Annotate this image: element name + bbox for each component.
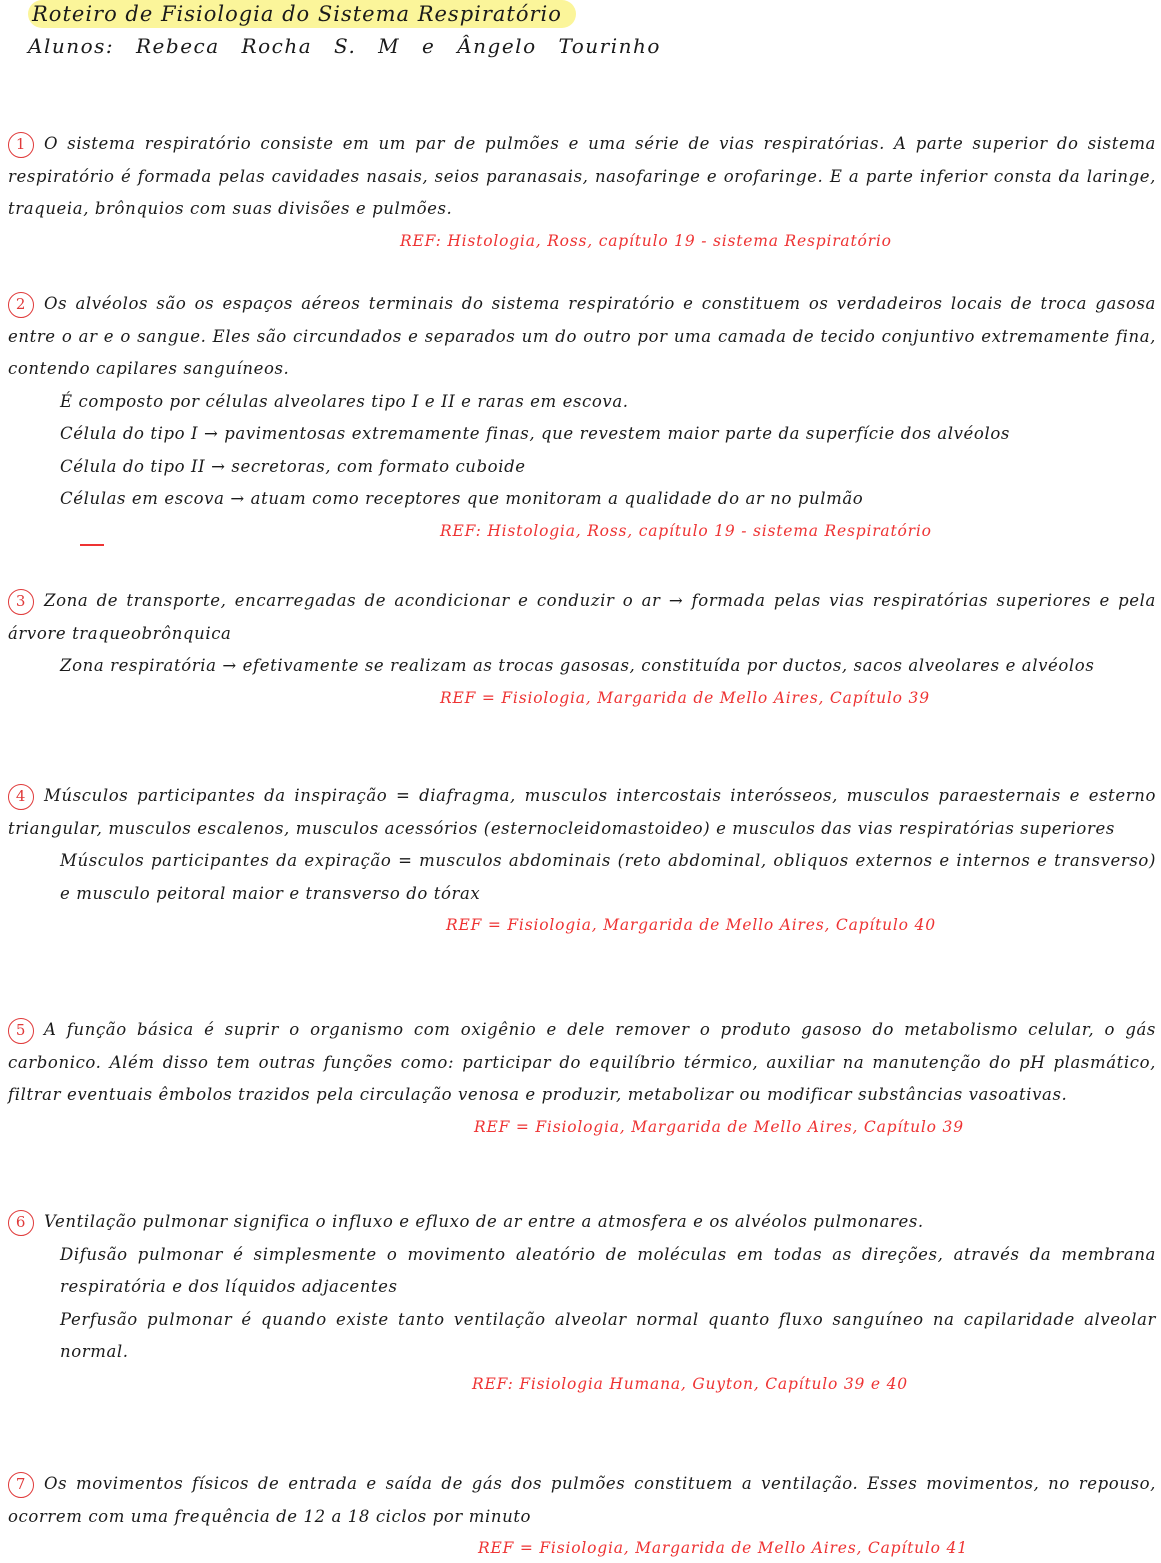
section-7-text: 7 Os movimentos físicos de entrada e saída de gás dos pulmões constituem a ventilação. Esses movimentos, no repouso, ocorrem com uma frequência de 12 a 18 ciclos por minuto [8,1468,1156,1533]
reference: REF = Fisiologia, Margarida de Mello Aires, Capítulo 40 [446,916,936,934]
reference: REF = Fisiologia, Margarida de Mello Aires, Capítulo 39 [474,1117,964,1136]
section-6-line: Difusão pulmonar é simplesmente o movimento aleatório de moléculas em todas as direções, através da membrana respiratória e dos líquidos adjacentes [60,1244,1156,1296]
reference: REF: Histologia, Ross, capítulo 19 - sistema Respiratório [440,521,932,540]
answer-section-2 [8,288,1156,546]
section-2-line: Célula do tipo II → secretoras, com formato cuboide [60,456,526,476]
section-3-text: 3 Zona de transporte, encarregadas de acondicionar e conduzir o ar → formada pelas vias respiratórias superiores e pela árvore traqueobrônquica [8,585,1156,650]
number-badge: 2 [8,292,34,318]
answer-section-3 [8,585,1156,713]
section-2-line: Células em escova → atuam como receptores que monitoram a qualidade do ar no pulmão [60,489,864,508]
reference: REF = Fisiologia, Margarida de Mello Aires, Capítulo 39 [440,688,930,707]
section-2-line: Célula do tipo I → pavimentosas extremamente finas, que revestem maior parte da superfície dos alvéolos [60,424,1010,443]
section-2-line: É composto por células alveolares tipo I e II e raras em escova. [60,391,629,411]
students-line: Alunos: Rebeca Rocha S. M e Ângelo Tourinho [28,34,661,58]
section-6-line: Perfusão pulmonar é quando existe tanto ventilação alveolar normal quanto fluxo sanguíneo na capilaridade alveolar normal. [60,1309,1156,1361]
section-6-text: 6 Ventilação pulmonar significa o influxo e efluxo de ar entre a atmosfera e os alvéolos pulmonares. [8,1206,1156,1239]
section-2-text: 2 Os alvéolos são os espaços aéreos terminais do sistema respiratório e constituem os verdadeiros locais de troca gasosa entre o ar e o sangue. Eles são circundados e separados um do outro por uma camada de tecido conjuntivo extremamente fina, contendo capilares sanguíneos. [8,288,1156,386]
number-badge: 7 [8,1472,34,1498]
section-5-text: 5 A função básica é suprir o organismo com oxigênio e dele remover o produto gasoso do metabolismo celular, o gás carbonico. Além disso tem outras funções como: participar do equilíbrio térmico, auxiliar na manutenção do pH plasmático, filtrar eventuais êmbolos trazidos pela circulação venosa e produzir, metabolizar ou modificar substâncias vasoativas. [8,1014,1156,1112]
answer-section-6 [8,1206,1156,1399]
answer-section-4 [8,780,1156,940]
reference: REF: Histologia, Ross, capítulo 19 - sistema Respiratório [400,231,892,250]
number-badge: 4 [8,784,34,810]
number-badge: 6 [8,1210,34,1236]
section-4-text: 4 Músculos participantes da inspiração = diafragma, musculos intercostais interósseos, musculos paraesternais e esterno triangular, musculos escalenos, musculos acessórios (esternocleidomastoideo) e musculos das vias respiratórias superiores [8,780,1156,845]
answer-section-1 [8,128,1156,256]
answer-section-5 [8,1014,1156,1142]
number-badge: 1 [8,132,34,158]
section-3-line: Zona respiratória → efetivamente se realizam as trocas gasosas, constituída por ductos, sacos alveolares e alvéolos [60,656,1095,675]
red-dash-mark [80,544,104,546]
answer-section-7 [8,1468,1156,1563]
section-4-line: Músculos participantes da expiração = musculos abdominais (reto abdominal, obliquos externos e internos e transverso) e musculo peitoral maior e transverso do tórax [60,851,1156,903]
number-badge: 3 [8,589,34,615]
reference: REF = Fisiologia, Margarida de Mello Aires, Capítulo 41 [478,1539,968,1557]
page-header [28,0,661,58]
page-title: Roteiro de Fisiologia do Sistema Respiratório [28,0,576,28]
section-1-text: 1 O sistema respiratório consiste em um par de pulmões e uma série de vias respiratórias. A parte superior do sistema respiratório é formada pelas cavidades nasais, seios paranasais, nasofaringe e orofaringe. E a parte inferior consta da laringe, traqueia, brônquios com suas divisões e pulmões. [8,128,1156,226]
number-badge: 5 [8,1018,34,1044]
reference: REF: Fisiologia Humana, Guyton, Capítulo 39 e 40 [472,1374,908,1393]
